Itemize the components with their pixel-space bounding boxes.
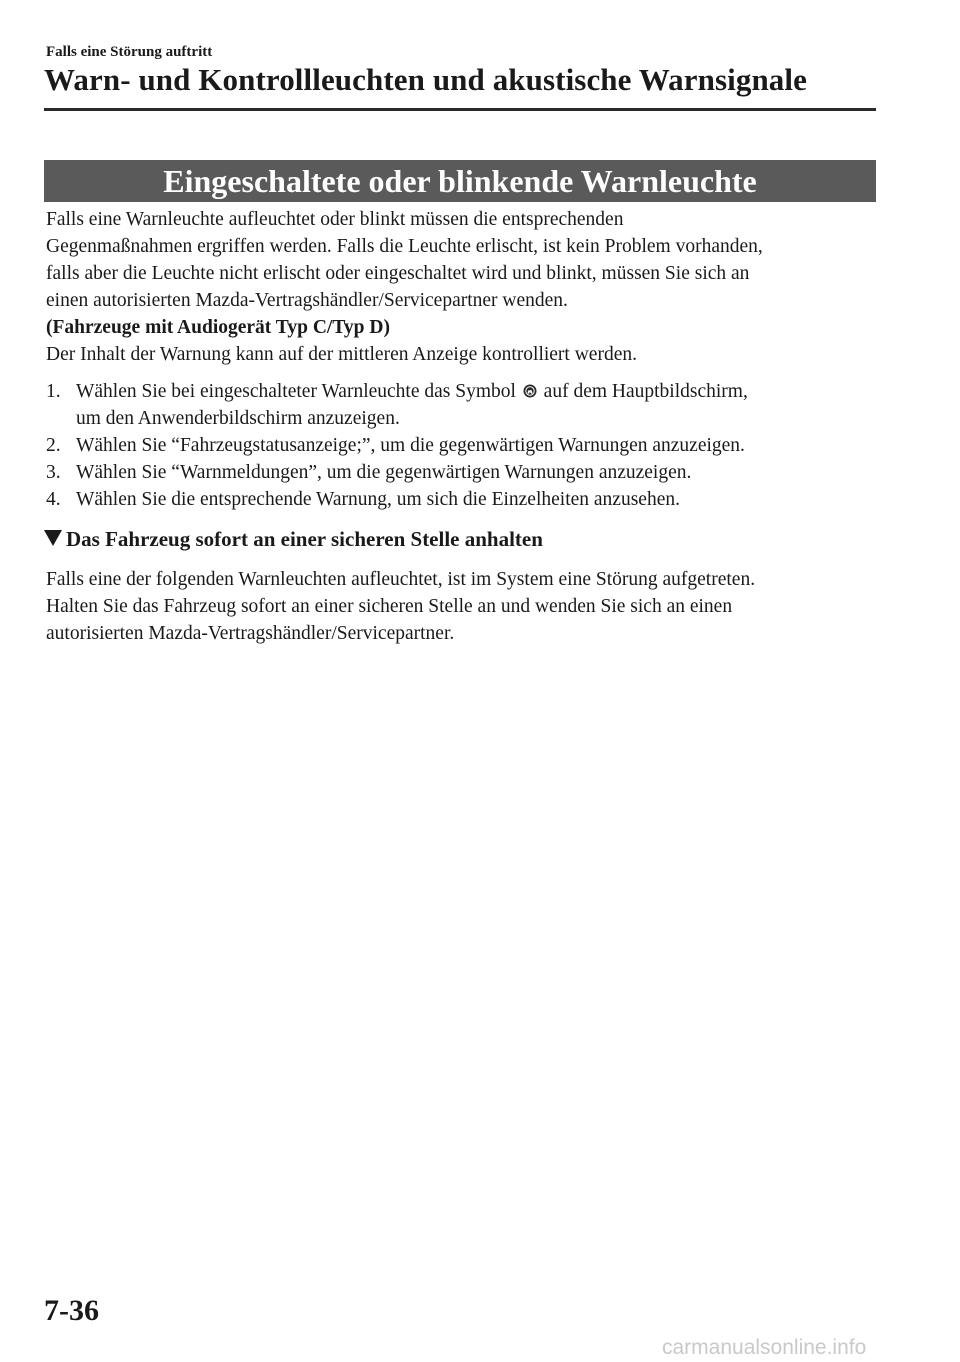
chapter-title: Warn- und Kontrollleuchten und akustische Warnsignale xyxy=(44,62,807,97)
steps-list xyxy=(46,378,876,513)
triangle-marker-icon xyxy=(44,530,62,546)
step-text: Wählen Sie “Warnmeldungen”, um die gegenwärtigen Warnungen anzuzeigen. xyxy=(76,462,692,483)
section-banner: Eingeschaltete oder blinkende Warnleuchte xyxy=(44,160,876,202)
step-text: Wählen Sie bei eingeschalteter Warnleuchte das Symbol xyxy=(76,381,516,402)
step-item xyxy=(46,378,876,432)
intro-line: einen autorisierten Mazda-Vertragshändler/Servicepartner wenden. xyxy=(46,290,568,311)
subsection-body xyxy=(46,566,876,647)
body-line: Falls eine der folgenden Warnleuchten aufleuchtet, ist im System eine Störung aufgetreten. xyxy=(46,569,756,590)
body-line: autorisierten Mazda-Vertragshändler/Servicepartner. xyxy=(46,623,455,644)
step-number: 2. xyxy=(46,435,61,456)
section-body xyxy=(46,206,876,513)
watermark: carmanualsonline.info xyxy=(662,1336,867,1359)
intro-line: Gegenmaßnahmen ergriffen werden. Falls die Leuchte erlischt, ist kein Problem vorhanden, xyxy=(46,236,763,257)
step-number: 4. xyxy=(46,489,61,510)
intro-line: Falls eine Warnleuchte aufleuchtet oder blinkt müssen die entsprechenden xyxy=(46,209,624,230)
page-number: 7-36 xyxy=(44,1294,99,1327)
subsection-heading xyxy=(44,527,543,552)
subsection-heading-text: Das Fahrzeug sofort an einer sicheren Stelle anhalten xyxy=(66,527,543,551)
step-number: 1. xyxy=(46,381,61,402)
vehicle-note: (Fahrzeuge mit Audiogerät Typ C/Typ D) xyxy=(46,317,390,338)
body-line: Halten Sie das Fahrzeug sofort an einer sicheren Stelle an und wenden Sie sich an einen xyxy=(46,596,733,617)
intro-line: falls aber die Leuchte nicht erlischt oder eingeschaltet wird und blinkt, müssen Sie sich an xyxy=(46,263,750,284)
display-note: Der Inhalt der Warnung kann auf der mittleren Anzeige kontrolliert werden. xyxy=(46,344,637,365)
step-text-continuation: um den Anwenderbildschirm anzuzeigen. xyxy=(76,408,400,429)
step-item xyxy=(46,486,876,513)
step-text: Wählen Sie die entsprechende Warnung, um sich die Einzelheiten anzusehen. xyxy=(76,489,680,510)
step-number: 3. xyxy=(46,462,61,483)
step-item xyxy=(46,459,876,486)
step-text: Wählen Sie “Fahrzeugstatusanzeige;”, um die gegenwärtigen Warnungen anzuzeigen. xyxy=(76,435,745,456)
step-item xyxy=(46,432,876,459)
title-divider xyxy=(44,108,876,111)
vehicle-settings-icon xyxy=(523,380,537,396)
step-text: auf dem Hauptbildschirm, xyxy=(543,381,748,402)
chapter-label: Falls eine Störung auftritt xyxy=(46,44,213,60)
